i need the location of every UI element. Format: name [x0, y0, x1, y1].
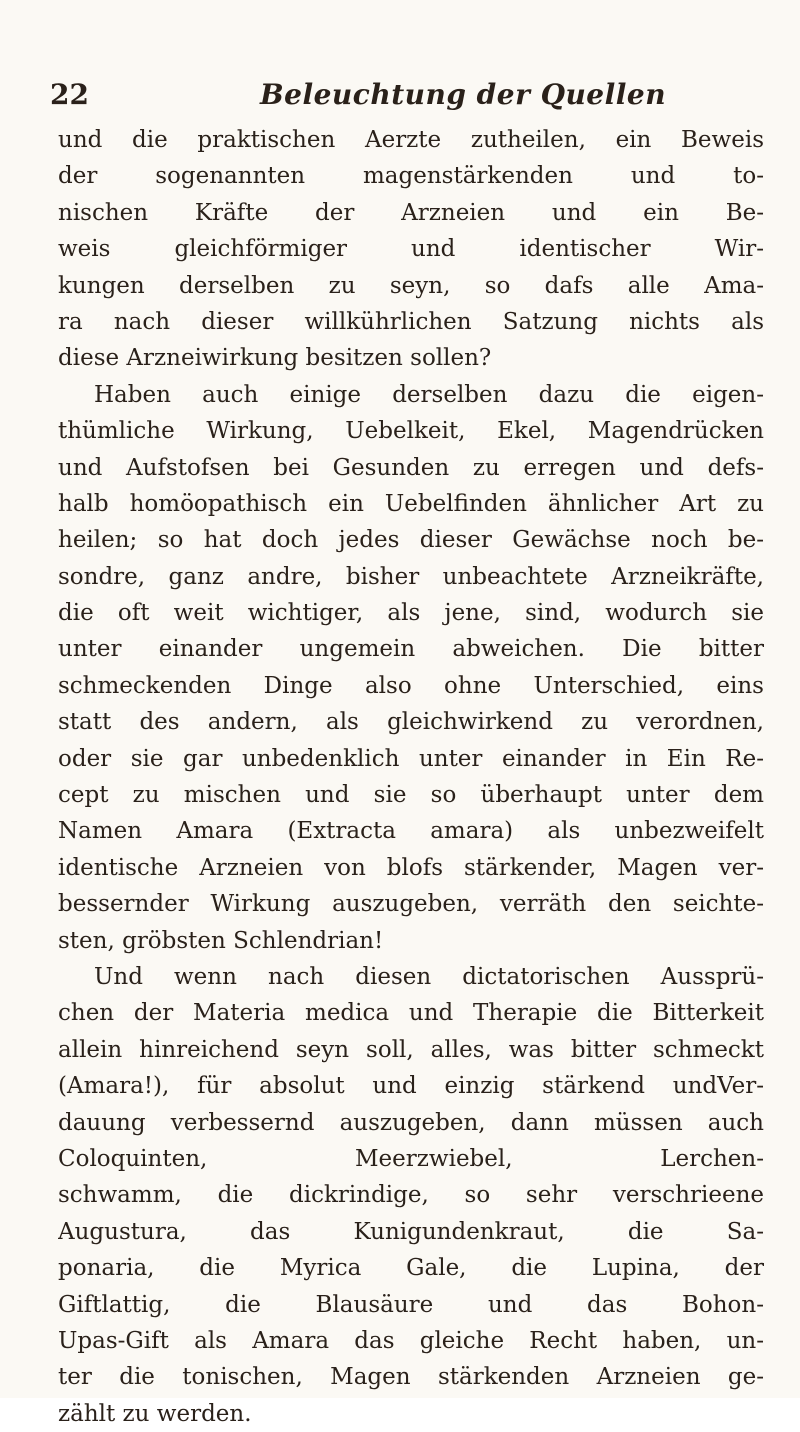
- text-line: oder sie gar unbedenklich unter einander in Ein Re-: [58, 745, 764, 772]
- page-number: 22: [50, 78, 89, 111]
- running-head-title: Beleuchtung der Quellen: [260, 78, 667, 111]
- text-line: ter die tonischen, Magen stärkenden Arzneien ge-: [58, 1364, 764, 1391]
- text-line: der sogenannten magenstärkenden und to-: [58, 163, 764, 190]
- text-line: sten, gröbsten Schlendrian!: [58, 927, 384, 954]
- text-line: ra nach dieser willkührlichen Satzung nichts als: [58, 308, 764, 335]
- running-head: [50, 78, 750, 118]
- text-line: diese Arzneiwirkung besitzen sollen?: [58, 345, 492, 372]
- text-line: dauung verbessernd auszugeben, dann müssen auch: [58, 1109, 764, 1136]
- text-line: bessernder Wirkung auszugeben, verräth den seichte-: [58, 891, 764, 918]
- text-line: cept zu mischen und sie so überhaupt unter dem: [58, 782, 764, 809]
- text-line: und Aufstofsen bei Gesunden zu erregen und defs-: [58, 454, 764, 481]
- text-line: schmeckenden Dinge also ohne Unterschied, eins: [58, 672, 764, 699]
- text-line: thümliche Wirkung, Uebelkeit, Ekel, Magendrücken: [58, 418, 764, 445]
- text-line: Coloquinten, Meerzwiebel, Lerchen-: [58, 1145, 764, 1172]
- text-line: heilen; so hat doch jedes dieser Gewächse noch be-: [58, 527, 764, 554]
- text-line: unter einander ungemein abweichen. Die bitter: [58, 636, 764, 663]
- text-line: die oft weit wichtiger, als jene, sind, wodurch sie: [58, 600, 764, 627]
- text-line: schwamm, die dickrindige, so sehr verschrieene: [58, 1182, 764, 1209]
- text-line: Giftlattig, die Blausäure und das Bohon-: [58, 1291, 764, 1318]
- text-line: weis gleichförmiger und identischer Wir-: [58, 236, 764, 263]
- text-line: nischen Kräfte der Arzneien und ein Be-: [58, 199, 764, 226]
- text-line: statt des andern, als gleichwirkend zu verordnen,: [58, 709, 764, 736]
- text-line: ponaria, die Myrica Gale, die Lupina, der: [58, 1255, 764, 1282]
- text-line: zählt zu werden.: [58, 1400, 252, 1427]
- text-line: halb homöopathisch ein Uebelfinden ähnlicher Art zu: [58, 490, 764, 517]
- text-line: und die praktischen Aerzte zutheilen, ein Beweis: [58, 127, 764, 153]
- text-line: (Amara!), für absolut und einzig stärkend undVer-: [58, 1073, 764, 1100]
- text-line: Namen Amara (Extracta amara) als unbezweifelt: [58, 818, 764, 845]
- text-line: Augustura, das Kunigundenkraut, die Sa-: [58, 1218, 764, 1245]
- text-line: chen der Materia medica und Therapie die Bitterkeit: [58, 1000, 764, 1027]
- text-line: allein hinreichend seyn soll, alles, was bitter schmeckt: [58, 1036, 764, 1063]
- text-line: sondre, ganz andre, bisher unbeachtete Arzneikräfte,: [58, 563, 764, 590]
- text-line: identische Arzneien von blofs stärkender, Magen ver-: [58, 854, 764, 881]
- paragraph-first-line: Und wenn nach diesen dictatorischen Aussprü-: [94, 963, 764, 990]
- body-text: [58, 122, 764, 1432]
- paragraph-first-line: Haben auch einige derselben dazu die eigen-: [94, 381, 764, 408]
- text-line: kungen derselben zu seyn, so dafs alle Ama-: [58, 272, 764, 299]
- text-line: Upas-Gift als Amara das gleiche Recht haben, un-: [58, 1327, 764, 1354]
